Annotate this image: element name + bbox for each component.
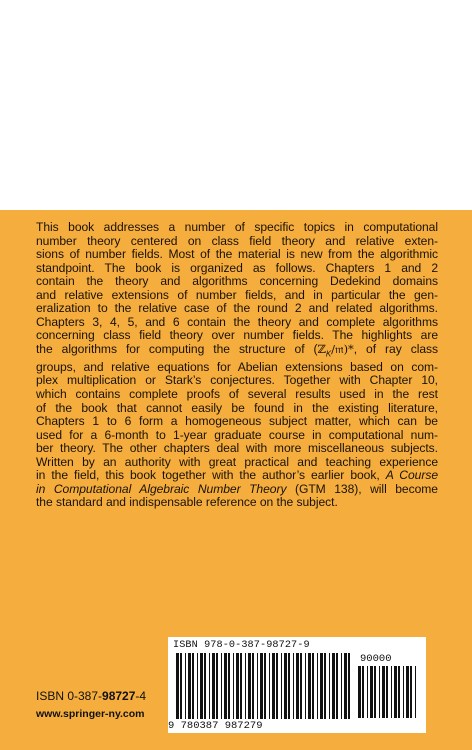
isbn10-suffix: -4 (135, 689, 147, 703)
blurb-line-book-ref (36, 469, 438, 483)
publisher-url: www.springer-ny.com (36, 708, 145, 720)
math-subscript-K: K (325, 349, 332, 359)
book-title-italic: A Course (385, 468, 438, 483)
blurb-line: Written by an authority with great practical and teaching experience (36, 454, 438, 469)
blurb-line: used for a 6-month to 1-year graduate course in computational num- (36, 427, 438, 442)
blurb-text: (GTM 138), will become (286, 481, 438, 496)
blurb-line: sions of number fields. Most of the material is new from the algorithmic (36, 247, 438, 262)
math-Z: ℤ (317, 341, 326, 356)
addon-barcode-icon (358, 666, 418, 718)
blurb-text: the algorithms for computing the structure of ( (36, 341, 318, 356)
isbn10-line (36, 689, 146, 703)
blurb-line: standpoint. The book is organized as follows. Chapters 1 and 2 (36, 260, 438, 275)
price-code: 90000 (360, 653, 392, 665)
math-ideal: /𝔪)* (331, 341, 354, 356)
blurb-line: This book addresses a number of specific topics in computational (36, 220, 438, 234)
blurb-line: Chapters 3, 4, 5, and 6 contain the theory and complete algorithms (36, 314, 438, 329)
blurb-line: Chapters 1 to 6 form a homogeneous subject matter, which can be (36, 414, 438, 429)
blurb-line: plex multiplication or Stark’s conjectures. Together with Chapter 10, (36, 373, 438, 388)
blurb-line: number theory centered on class field theory and relative exten- (36, 233, 438, 248)
isbn10-prefix: ISBN 0-387- (36, 689, 103, 703)
isbn13-text: ISBN 978-0-387-98727-9 (173, 640, 310, 651)
book-description (36, 221, 438, 510)
blurb-line: contain the theory and algorithms concerning Dedekind domains (36, 274, 438, 289)
ean-digits: 9 780387 987279 (168, 720, 263, 732)
blurb-line: which contains complete proofs of several results used in the rest (36, 386, 438, 401)
blurb-line: ber theory. The other chapters deal with more miscellaneous subjects. (36, 441, 438, 456)
blurb-line: the standard and indispensable reference on the subject. (36, 495, 338, 510)
book-title-italic: in Computational Algebraic Number Theory (36, 481, 287, 496)
blurb-line: eralization to the relative case of the round 2 and related algorithms. (36, 301, 438, 316)
top-blank-area (0, 0, 472, 210)
blurb-line-math (36, 343, 438, 361)
blurb-line-book-ref (36, 483, 438, 497)
blurb-line: groups, and relative equations for Abelian extensions based on com- (36, 359, 438, 374)
blurb-line: concerning class field theory over number fields. The highlights are (36, 328, 438, 343)
blurb-line: and relative extensions of number fields, and in particular the gen- (36, 287, 438, 302)
blurb-line: of the book that cannot easily be found in the existing literature, (36, 400, 438, 415)
isbn10-bold: 98727 (102, 689, 136, 703)
blurb-text: in the field, this book together with the author’s earlier book, (36, 468, 386, 483)
ean-barcode-icon (176, 653, 354, 719)
blurb-text: , of ray class (353, 341, 438, 356)
